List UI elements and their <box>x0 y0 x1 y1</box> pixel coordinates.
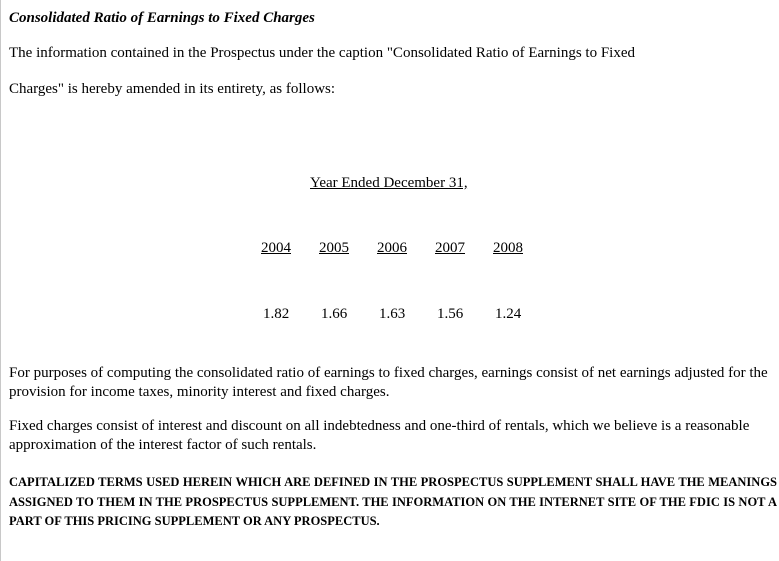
ratio-value: 1.66 <box>321 306 348 322</box>
year-header: 2008 <box>493 240 523 256</box>
ratio-value: 1.63 <box>379 306 406 322</box>
section-heading: Consolidated Ratio of Earnings to Fixed Charges <box>9 10 315 26</box>
year-header: 2005 <box>319 240 349 256</box>
table-caption: Year Ended December 31, <box>310 175 468 191</box>
year-header: 2007 <box>435 240 465 256</box>
capitalized-terms-notice: CAPITALIZED TERMS USED HEREIN WHICH ARE DEFINED IN THE PROSPECTUS SUPPLEMENT SHALL HAVE THE MEANINGS ASSIGNED TO THEM IN THE PROSPECTUS SUPPLEMENT. THE INFORMATION ON THE INTERNET SITE OF THE FDIC IS NOT A PART OF THIS PRICING SUPPLEMENT OR ANY PROSPECTUS. <box>9 475 777 528</box>
year-header: 2006 <box>377 240 407 256</box>
left-border-rule <box>0 0 1 561</box>
year-header: 2004 <box>261 240 291 256</box>
ratio-value: 1.24 <box>495 306 522 322</box>
ratio-value: 1.56 <box>437 306 464 322</box>
ratio-value: 1.82 <box>263 306 290 322</box>
intro-line-2: Charges" is hereby amended in its entirety, as follows: <box>9 81 336 97</box>
intro-line-1: The information contained in the Prospectus under the caption "Consolidated Ratio of Earnings to Fixed <box>9 45 635 61</box>
fixed-charges-paragraph: Fixed charges consist of interest and discount on all indebtedness and one-third of rentals, which we believe is a reasonable approximation of the interest factor of such rentals. <box>9 418 750 453</box>
earnings-definition-paragraph: For purposes of computing the consolidated ratio of earnings to fixed charges, earnings consist of net earnings adjusted for the provision for income taxes, minority interest and fixed charges. <box>9 365 768 400</box>
